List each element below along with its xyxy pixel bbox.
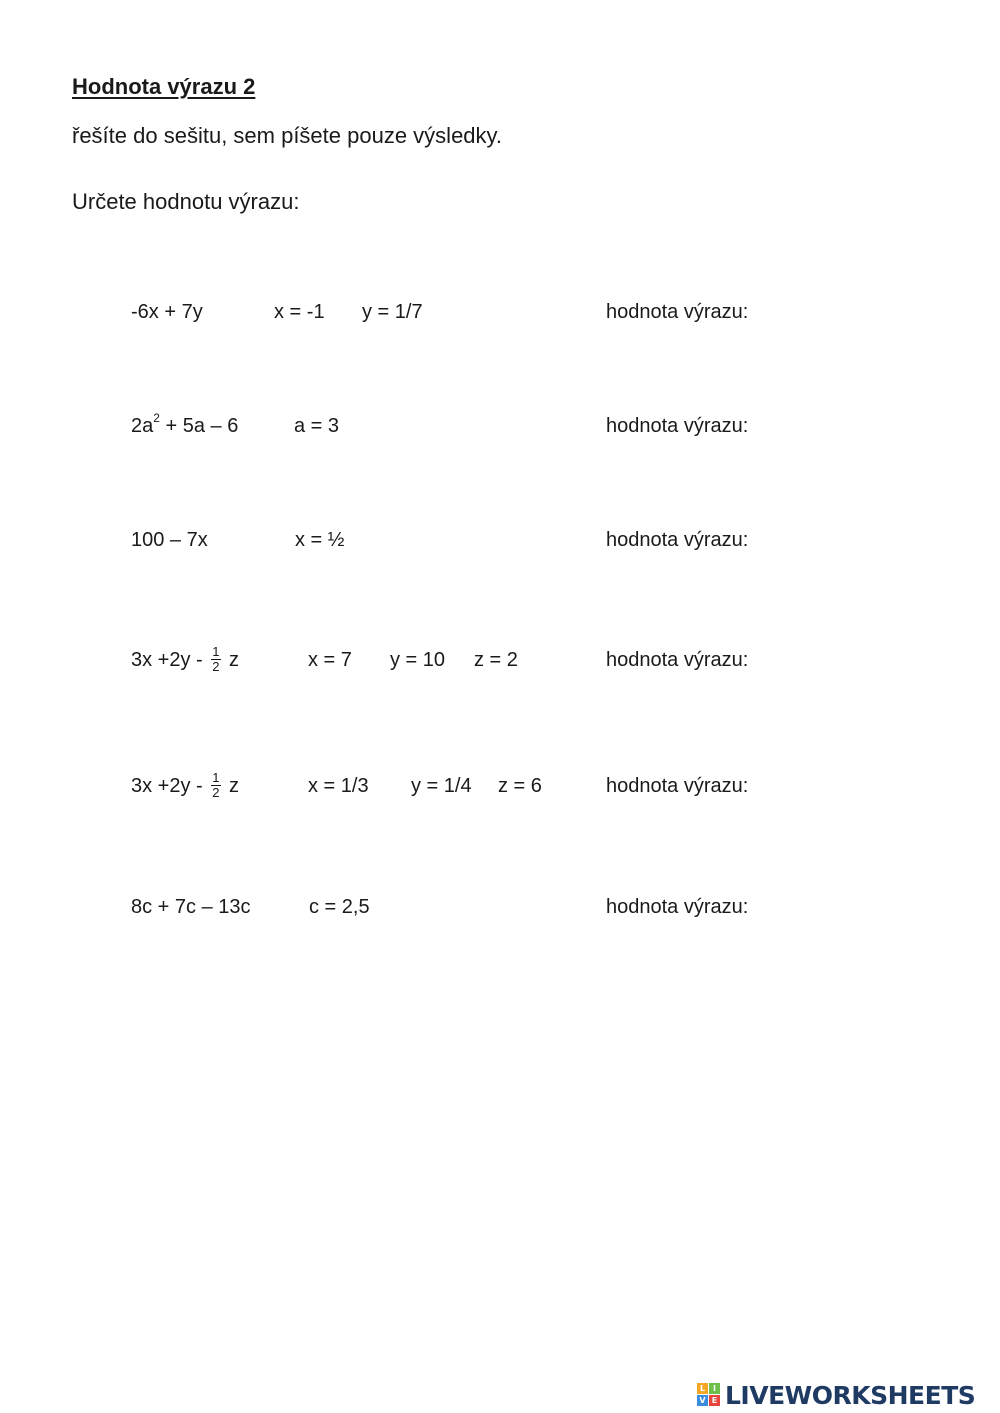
- expression: [131, 406, 238, 446]
- variable-value: y = 10: [390, 649, 446, 671]
- answer-label: hodnota výrazu:: [606, 649, 749, 671]
- fraction: [211, 645, 220, 674]
- exercise-row: [0, 640, 1000, 680]
- variable-value: a = 3: [294, 415, 340, 437]
- logo-letter: L: [697, 1383, 708, 1394]
- answer-label: hodnota výrazu:: [606, 896, 749, 918]
- logo-letter: E: [709, 1395, 720, 1406]
- instruction-text: řešíte do sešitu, sem píšete pouze výsledky.: [72, 123, 503, 148]
- fraction-numerator: 1: [212, 770, 220, 786]
- expression: [131, 640, 239, 680]
- variable-value: x = 7: [308, 649, 352, 671]
- expression-tail: z: [223, 649, 240, 671]
- page-title: Hodnota výrazu 2: [72, 74, 256, 99]
- exercise-row: [0, 766, 1000, 806]
- expression-tail: z: [223, 775, 240, 797]
- answer-label: hodnota výrazu:: [606, 415, 749, 437]
- variable-value: y = 1/7: [362, 301, 423, 323]
- exercise-row: [0, 292, 1000, 332]
- expression-rest: + 5a – 6: [159, 415, 239, 437]
- logo-letter: V: [697, 1395, 708, 1406]
- variable-value: x = ½: [295, 529, 345, 551]
- liveworksheets-logo: [697, 1378, 975, 1412]
- expression-base: 2a: [131, 415, 154, 437]
- answer-label: hodnota výrazu:: [606, 775, 749, 797]
- variable-value: x = -1: [274, 301, 325, 323]
- expression: 8c + 7c – 13c: [131, 896, 251, 918]
- exponent: 2: [153, 411, 160, 426]
- fraction-denominator: 2: [212, 785, 220, 801]
- expression: 100 – 7x: [131, 529, 208, 551]
- logo-letter: I: [709, 1383, 720, 1394]
- expression-lead: 3x +2y -: [131, 649, 209, 671]
- logo-icon: [697, 1383, 721, 1407]
- logo-text: LIVEWORKSHEETS: [725, 1380, 976, 1410]
- fraction-numerator: 1: [212, 644, 220, 660]
- answer-label: hodnota výrazu:: [606, 301, 749, 323]
- variable-value: x = 1/3: [308, 775, 369, 797]
- variable-value: c = 2,5: [309, 896, 370, 918]
- variable-value: y = 1/4: [411, 775, 472, 797]
- expression: -6x + 7y: [131, 301, 203, 323]
- expression: [131, 766, 239, 806]
- exercise-row: [0, 887, 1000, 927]
- fraction: [211, 771, 220, 800]
- exercise-row: [0, 520, 1000, 560]
- task-prompt: Určete hodnotu výrazu:: [72, 189, 300, 214]
- answer-label: hodnota výrazu:: [606, 529, 749, 551]
- exercise-row: [0, 406, 1000, 446]
- variable-value: z = 2: [474, 649, 518, 671]
- fraction-denominator: 2: [212, 659, 220, 675]
- expression-lead: 3x +2y -: [131, 775, 209, 797]
- variable-value: z = 6: [498, 775, 542, 797]
